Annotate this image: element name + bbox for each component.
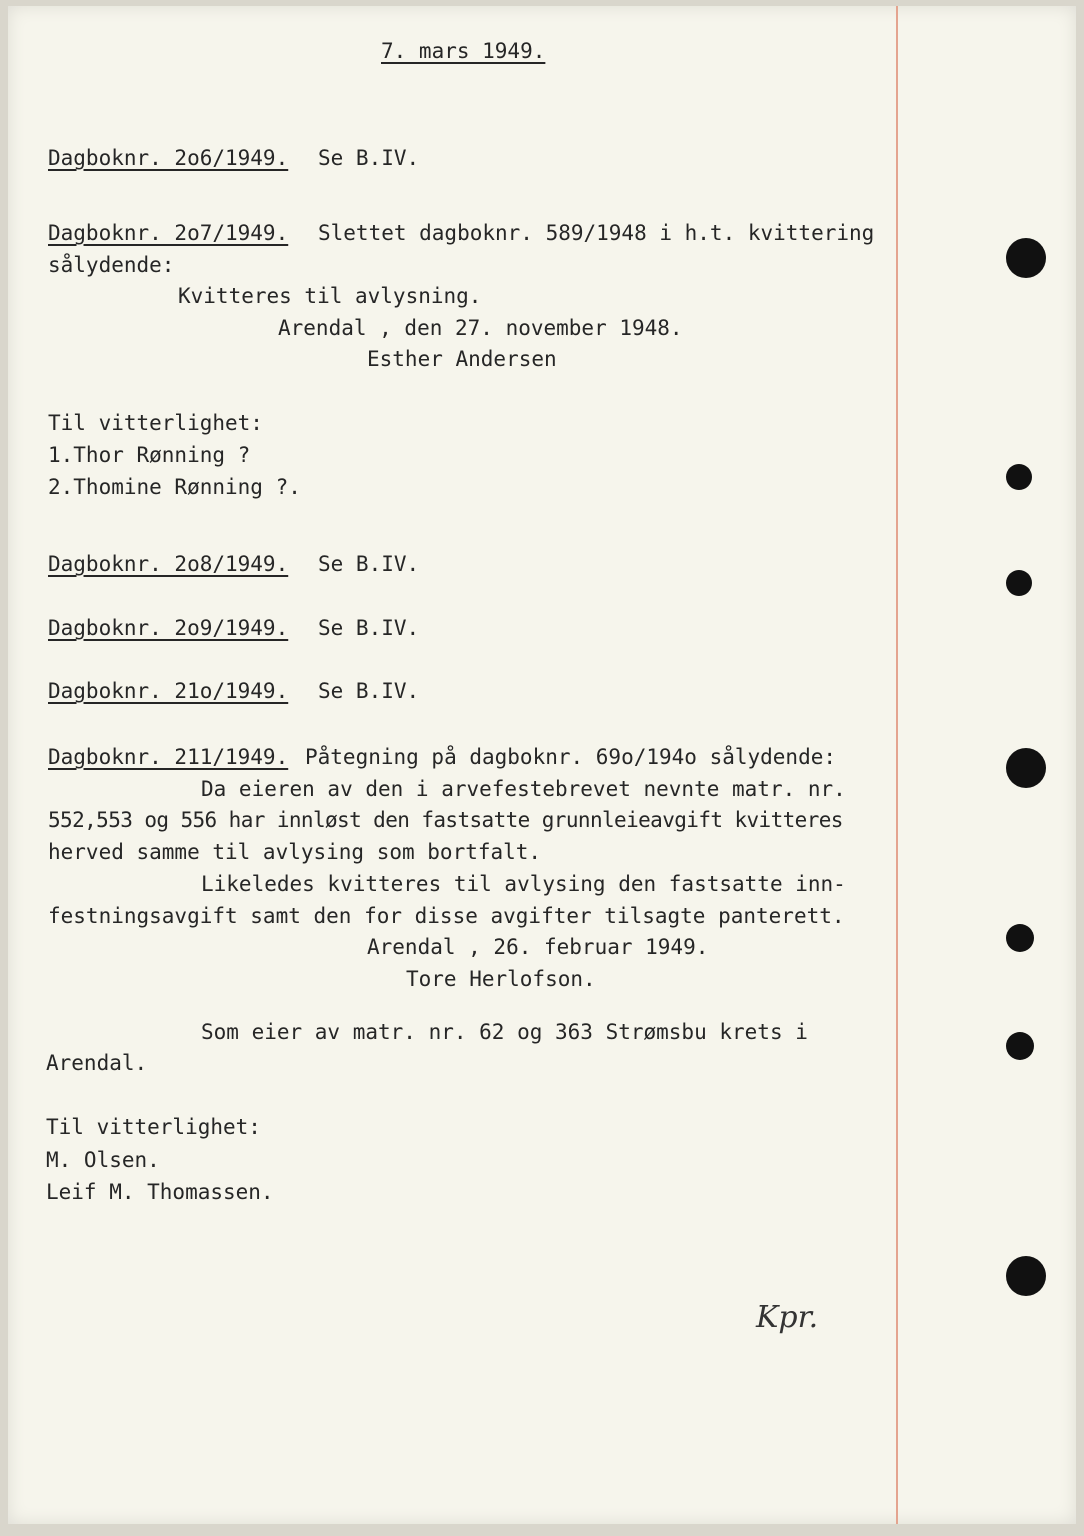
entry-207-ref: Dagboknr. 2o7/1949. [48, 221, 289, 245]
entry-211-line5: festningsavgift samt den for disse avgifter tilsagte panterett. [48, 904, 845, 928]
margin-line [896, 6, 898, 1524]
punch-hole [1006, 1032, 1034, 1060]
punch-hole [1006, 570, 1032, 596]
entry-207-line2: sålydende: [48, 253, 175, 277]
entry-209-text: Se B.IV. [318, 616, 420, 640]
entry-208-ref: Dagboknr. 2o8/1949. [48, 552, 289, 576]
entry-207-line4: Arendal , den 27. november 1948. [278, 316, 683, 340]
punch-hole [1006, 1256, 1046, 1296]
entry-206-text: Se B.IV. [318, 146, 420, 170]
entry-211-witness1: M. Olsen. [46, 1148, 160, 1172]
punch-hole [1006, 464, 1032, 490]
punch-hole [1006, 748, 1046, 788]
entry-208-text: Se B.IV. [318, 552, 420, 576]
entry-211-witness2: Leif M. Thomassen. [46, 1180, 274, 1204]
entry-211-line7: Tore Herlofson. [406, 967, 596, 991]
entry-207-witness-title: Til vitterlighet: [48, 411, 263, 435]
entry-210-ref: Dagboknr. 21o/1949. [48, 679, 289, 703]
handwritten-initials: Kpr. [756, 1300, 819, 1335]
entry-211-line8: Som eier av matr. nr. 62 og 363 Strømsbu krets i [201, 1020, 808, 1044]
punch-hole [1006, 924, 1034, 952]
entry-207-witness1: 1.Thor Rønning ? [48, 443, 251, 467]
punch-hole [1006, 238, 1046, 278]
entry-207-witness2: 2.Thomine Rønning ?. [48, 475, 301, 499]
entry-211-line9: Arendal. [46, 1051, 148, 1075]
document-page [8, 6, 1076, 1524]
entry-207-line3: Kvitteres til avlysning. [178, 284, 482, 308]
header-date: 7. mars 1949. [381, 39, 546, 63]
entry-211-line4: Likeledes kvitteres til avlysing den fastsatte inn- [201, 872, 846, 896]
entry-211-witness-title: Til vitterlighet: [46, 1115, 261, 1139]
entry-211-ref: Dagboknr. 211/1949. [48, 745, 289, 769]
entry-211-line1: Da eieren av den i arvefestebrevet nevnte matr. nr. [201, 777, 846, 801]
entry-210-text: Se B.IV. [318, 679, 420, 703]
entry-211-line2: 552,553 og 556 har innløst den fastsatte grunnleieavgift kvitteres [48, 808, 843, 832]
entry-206-ref: Dagboknr. 2o6/1949. [48, 146, 289, 170]
entry-211-line3: herved samme til avlysing som bortfalt. [48, 840, 542, 864]
entry-207-line5: Esther Andersen [367, 347, 557, 371]
entry-209-ref: Dagboknr. 2o9/1949. [48, 616, 289, 640]
entry-207-text: Slettet dagboknr. 589/1948 i h.t. kvittering [318, 221, 875, 245]
entry-211-text: Påtegning på dagboknr. 69o/194o sålydende: [305, 745, 837, 769]
entry-211-line6: Arendal , 26. februar 1949. [367, 935, 709, 959]
